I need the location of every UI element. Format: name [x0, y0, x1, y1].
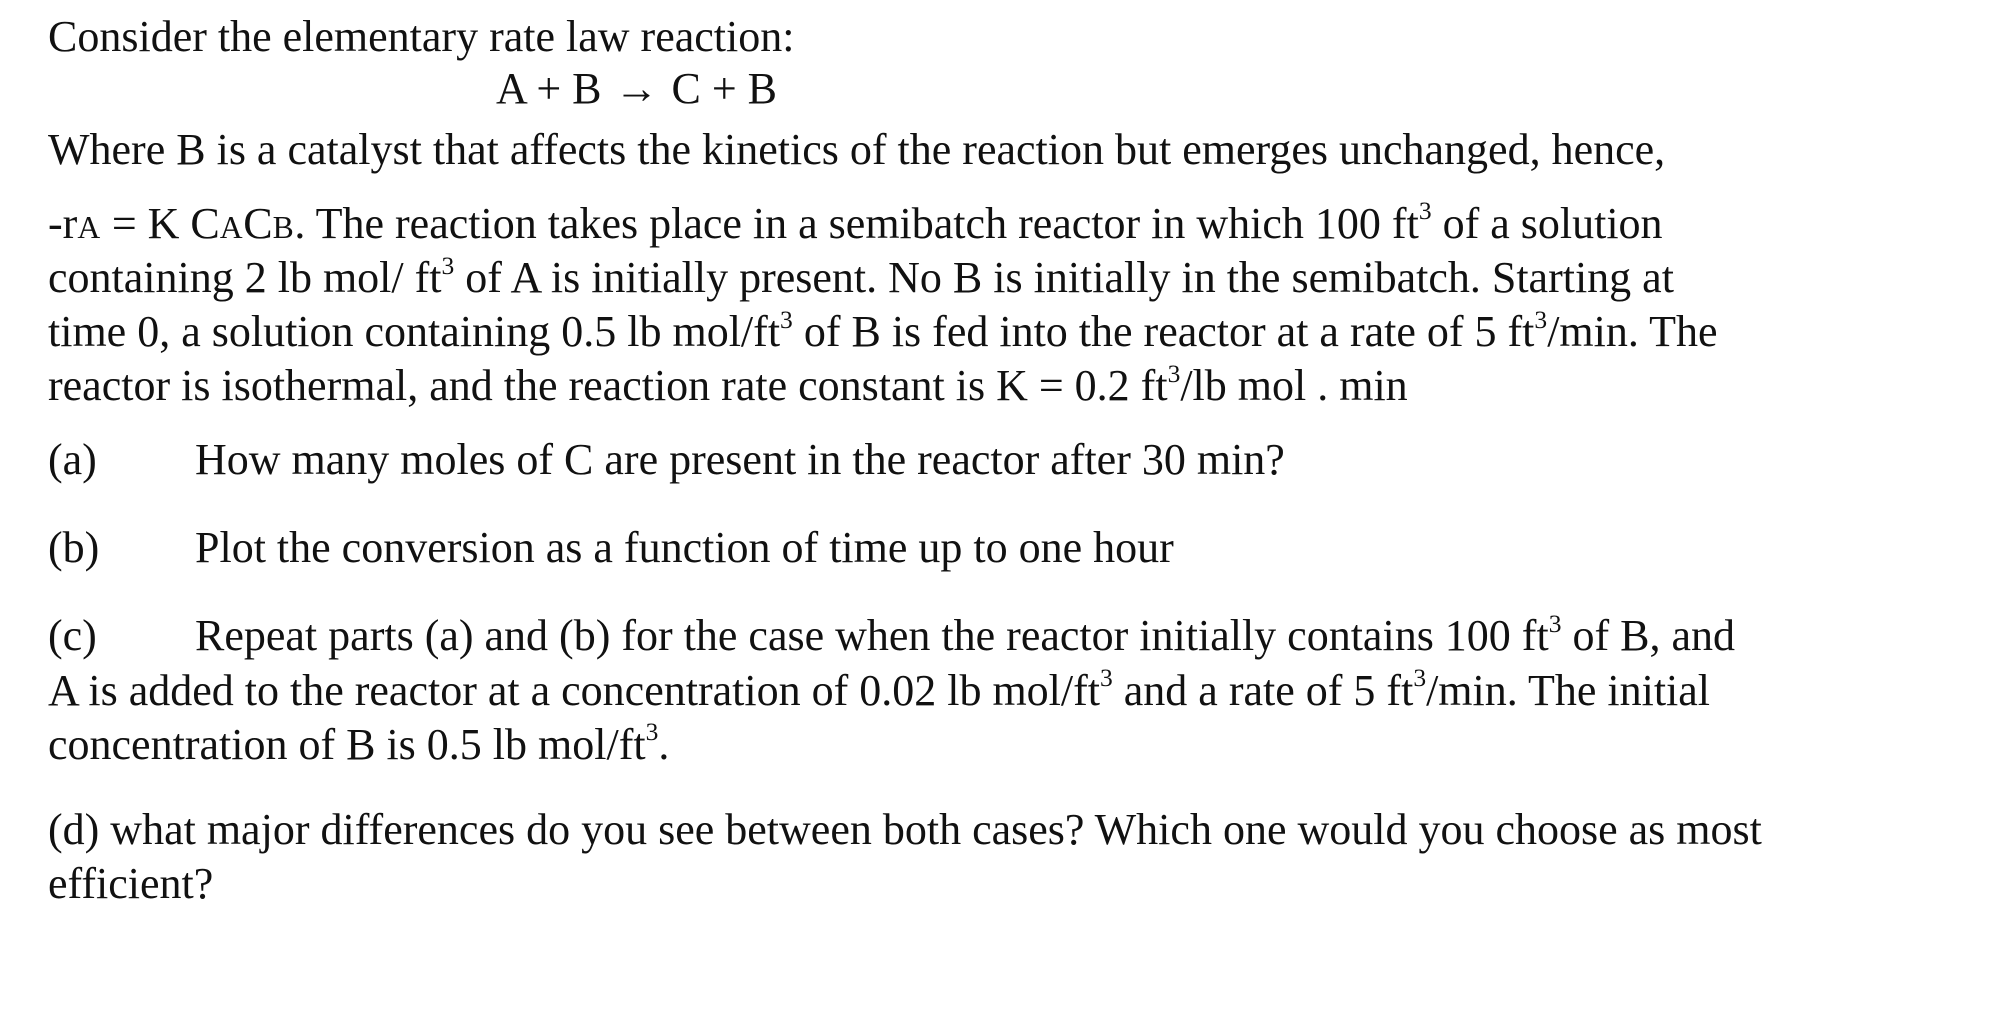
- equation-right: C + B: [671, 64, 778, 114]
- question-d-line-1: (d) what major differences do you see between both cases? Which one would you choose as most: [48, 804, 1762, 854]
- rate-subscript-a: A: [77, 209, 101, 245]
- question-d-line-2: efficient?: [48, 858, 214, 908]
- concentration-subscript-a: A: [219, 209, 244, 245]
- question-c-line-1: [48, 609, 1998, 663]
- cubic-exponent: 3: [1534, 304, 1548, 334]
- cubic-exponent: 3: [1167, 358, 1181, 388]
- question-c-line-2: A is added to the reactor at a concentration of 0.02 lb mol/$ft^3$ and a rate of 5 $ft^3/\min$. The initial: [48, 663, 1711, 715]
- equation-left: A + B: [496, 64, 602, 114]
- cubic-exponent: 3: [1413, 663, 1427, 693]
- question-c-line-1-text: Repeat parts (a) and (b) for the case when the reactor initially contains 100 $ft^3$ of B, and: [195, 609, 1735, 661]
- question-c: [48, 609, 1998, 771]
- intro-line-5: [48, 251, 1998, 305]
- intro-line-4-text: . The reaction takes place in a semibatch reactor in which 100 ft: [294, 198, 1419, 248]
- rate-mid: = K C: [100, 198, 220, 248]
- intro-line-5-a: containing 2 lb mol/ ft: [48, 252, 442, 302]
- cubic-exponent: 3: [645, 717, 659, 747]
- question-b-text: Plot the conversion as a function of time up to one hour: [195, 523, 1174, 573]
- question-c-line-3: concentration of B is 0.5 lb mol/$ft^3$.: [48, 717, 670, 769]
- intro-line-6-a: time 0, a solution containing 0.5 lb mol/ft: [48, 307, 781, 357]
- cubic-exponent: 3: [780, 304, 793, 334]
- intro-line-6-b: of B is fed into the reactor at a rate of 5 ft: [792, 307, 1535, 357]
- cubic-exponent: 3: [441, 250, 455, 280]
- question-a: [48, 433, 1998, 487]
- question-b: [48, 521, 1998, 575]
- reaction-arrow-icon: →: [614, 64, 659, 114]
- question-d: [48, 803, 1998, 911]
- problem-statement: [48, 10, 1998, 911]
- rate-prefix: -r: [48, 198, 78, 248]
- concentration-subscript-b: B: [272, 209, 295, 245]
- intro-lead: Consider the elementary rate law reaction:: [48, 12, 795, 61]
- cubic-exponent: 3: [1418, 196, 1432, 226]
- intro-line-4: [48, 197, 1998, 251]
- intro-line-6-c: /min. The: [1547, 307, 1718, 357]
- intro-line-4-tail: of a solution: [1431, 198, 1663, 248]
- intro-line-5-b: of A is initially present. No B is initially in the semibatch. Starting at: [454, 252, 1674, 302]
- question-a-marker: (a): [48, 435, 97, 485]
- rate-concentration-c: C: [243, 198, 273, 248]
- reaction-equation: [48, 64, 1998, 115]
- cubic-exponent: 3: [1548, 609, 1562, 639]
- question-b-marker: (b): [48, 523, 100, 573]
- intro-line-6: [48, 305, 1998, 359]
- question-c-marker: (c): [48, 611, 97, 661]
- question-a-text: How many moles of C are present in the reactor after 30 min?: [195, 435, 1285, 485]
- intro-line-3: Where B is a catalyst that affects the kinetics of the reaction but emerges unchanged, hence,: [48, 124, 1666, 174]
- cubic-exponent: 3: [1100, 663, 1113, 693]
- intro-line-7-a: reactor is isothermal, and the reaction rate constant is K = 0.2 ft: [48, 361, 1168, 411]
- intro-line-7: [48, 359, 1998, 413]
- intro-line-7-b: /lb mol . min: [1180, 361, 1408, 411]
